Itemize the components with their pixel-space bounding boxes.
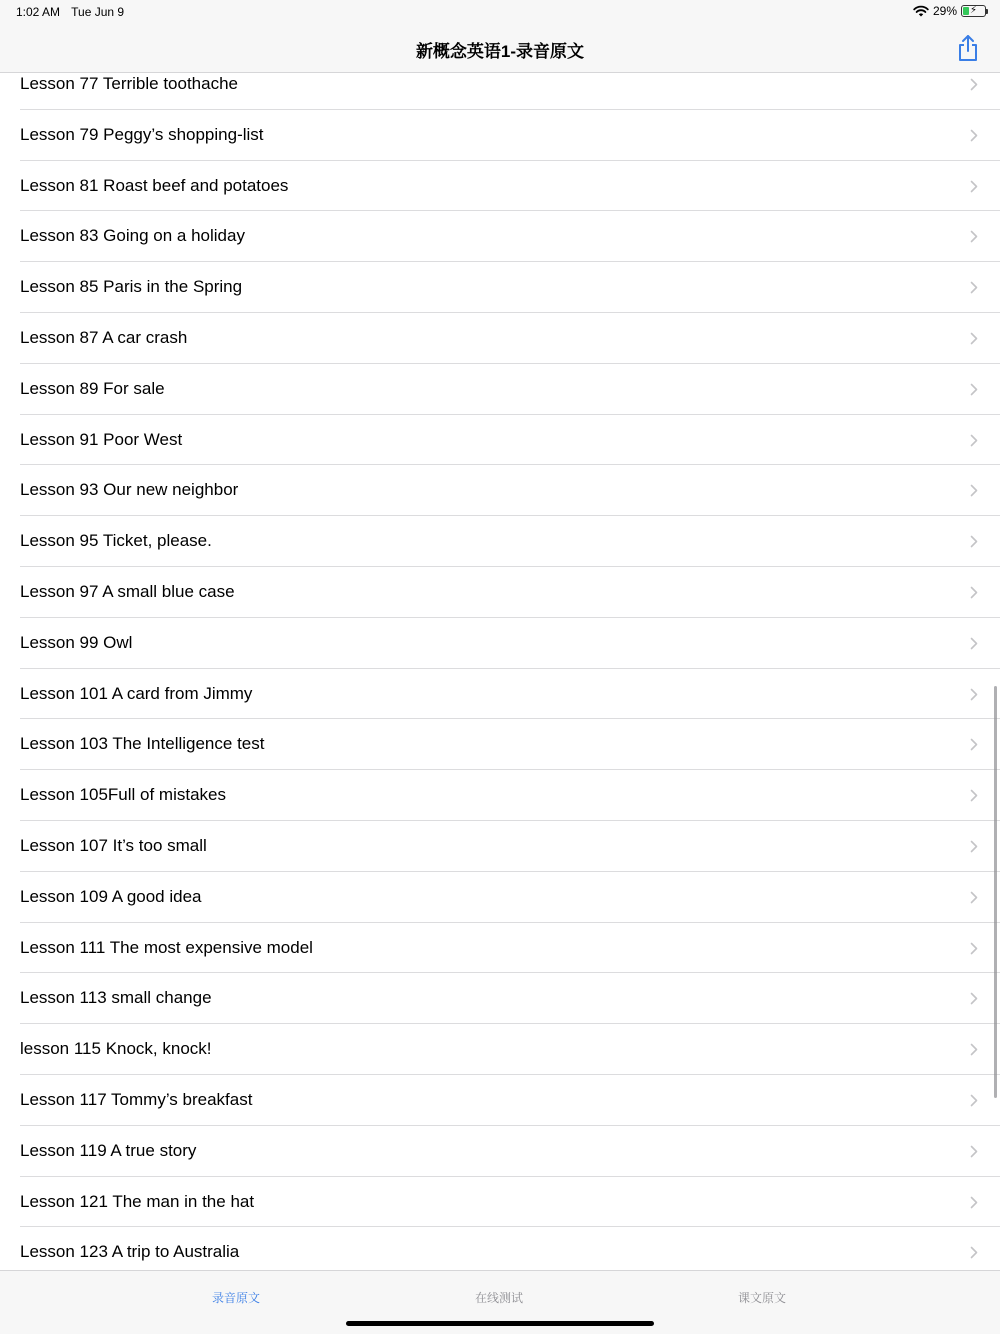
chevron-right-icon — [970, 840, 978, 853]
status-bar — [0, 0, 1000, 24]
lesson-title: Lesson 103 The Intelligence test — [20, 734, 265, 754]
status-date: Tue Jun 9 — [71, 5, 125, 19]
lesson-title: Lesson 109 A good idea — [20, 886, 202, 906]
lesson-title: Lesson 105Full of mistakes — [20, 785, 226, 805]
chevron-right-icon — [970, 434, 978, 447]
lesson-title: Lesson 85 Paris in the Spring — [20, 277, 243, 297]
lesson-title: Lesson 81 Roast beef and potatoes — [20, 175, 289, 195]
tab-online-test[interactable]: 在线测试 — [474, 1291, 523, 1305]
chevron-right-icon — [970, 1196, 978, 1209]
status-left — [16, 5, 132, 19]
tab-recording-transcript[interactable]: 录音原文 — [211, 1291, 260, 1305]
list-item[interactable] — [0, 516, 1000, 567]
lesson-title: Lesson 79 Peggy’s shopping-list — [20, 124, 264, 144]
scroll-indicator[interactable] — [994, 686, 997, 1098]
battery-icon — [961, 5, 986, 17]
lesson-title: Lesson 123 A trip to Australia — [20, 1242, 240, 1262]
list-item[interactable] — [0, 669, 1000, 720]
battery-fill — [963, 7, 969, 15]
chevron-right-icon — [970, 484, 978, 497]
status-time: 1:02 AM — [16, 5, 61, 19]
chevron-right-icon — [970, 992, 978, 1005]
list-item[interactable] — [0, 110, 1000, 161]
chevron-right-icon — [970, 586, 978, 599]
list-item[interactable] — [0, 1177, 1000, 1228]
list-item[interactable] — [0, 161, 1000, 212]
lesson-title: Lesson 97 A small blue case — [20, 581, 235, 601]
lesson-title: Lesson 101 A card from Jimmy — [20, 683, 253, 703]
chevron-right-icon — [970, 180, 978, 193]
list-item[interactable] — [0, 1075, 1000, 1126]
list-item[interactable] — [0, 821, 1000, 872]
chevron-right-icon — [970, 688, 978, 701]
lesson-title: Lesson 113 small change — [20, 988, 212, 1008]
page-title: 新概念英语1-录音原文 — [415, 42, 585, 61]
list-item[interactable] — [0, 262, 1000, 313]
list-item[interactable] — [0, 719, 1000, 770]
chevron-right-icon — [970, 789, 978, 802]
home-indicator[interactable] — [346, 1321, 654, 1326]
list-item[interactable] — [0, 313, 1000, 364]
lesson-title: Lesson 99 Owl — [20, 632, 133, 652]
chevron-right-icon — [970, 738, 978, 751]
chevron-right-icon — [970, 129, 978, 142]
chevron-right-icon — [970, 891, 978, 904]
lesson-title: lesson 115 Knock, knock! — [20, 1039, 212, 1059]
share-icon[interactable] — [956, 34, 980, 62]
chevron-right-icon — [970, 942, 978, 955]
lesson-title: Lesson 95 Ticket, please. — [20, 531, 212, 551]
lesson-list — [0, 59, 1000, 1278]
lesson-title: Lesson 91 Poor West — [20, 429, 183, 449]
battery-percent: 29% — [932, 4, 957, 18]
list-item[interactable] — [0, 973, 1000, 1024]
list-item[interactable] — [0, 923, 1000, 974]
lesson-title: Lesson 121 The man in the hat — [20, 1191, 255, 1211]
list-item[interactable] — [0, 618, 1000, 669]
chevron-right-icon — [970, 1094, 978, 1107]
chevron-right-icon — [970, 1043, 978, 1056]
list-item[interactable] — [0, 1024, 1000, 1075]
lesson-title: Lesson 77 Terrible toothache — [20, 74, 239, 93]
lesson-title: Lesson 117 Tommy’s breakfast — [20, 1089, 253, 1109]
list-item[interactable] — [0, 415, 1000, 466]
lesson-title: Lesson 111 The most expensive model — [20, 937, 313, 957]
chevron-right-icon — [970, 332, 978, 345]
list-item[interactable] — [0, 872, 1000, 923]
chevron-right-icon — [970, 637, 978, 650]
lesson-title: Lesson 107 It’s too small — [20, 835, 207, 855]
tab-lesson-text[interactable]: 课文原文 — [737, 1291, 786, 1305]
wifi-icon — [913, 5, 929, 17]
list-item[interactable] — [0, 59, 1000, 110]
charging-bolt-icon: ⚡ — [970, 5, 978, 16]
chevron-right-icon — [970, 281, 978, 294]
status-right — [913, 4, 986, 18]
chevron-right-icon — [970, 535, 978, 548]
chevron-right-icon — [970, 230, 978, 243]
list-item[interactable] — [0, 1126, 1000, 1177]
chevron-right-icon — [970, 383, 978, 396]
list-item[interactable] — [0, 364, 1000, 415]
lesson-title: Lesson 87 A car crash — [20, 327, 188, 347]
chevron-right-icon — [970, 78, 978, 91]
list-item[interactable] — [0, 567, 1000, 618]
chevron-right-icon — [970, 1145, 978, 1158]
list-item[interactable] — [0, 211, 1000, 262]
lesson-title: Lesson 93 Our new neighbor — [20, 480, 239, 500]
lesson-title: Lesson 89 For sale — [20, 378, 165, 398]
list-item[interactable] — [0, 770, 1000, 821]
list-item[interactable] — [0, 465, 1000, 516]
chevron-right-icon — [970, 1246, 978, 1259]
lesson-title: Lesson 83 Going on a holiday — [20, 226, 245, 246]
lesson-title: Lesson 119 A true story — [20, 1140, 197, 1160]
